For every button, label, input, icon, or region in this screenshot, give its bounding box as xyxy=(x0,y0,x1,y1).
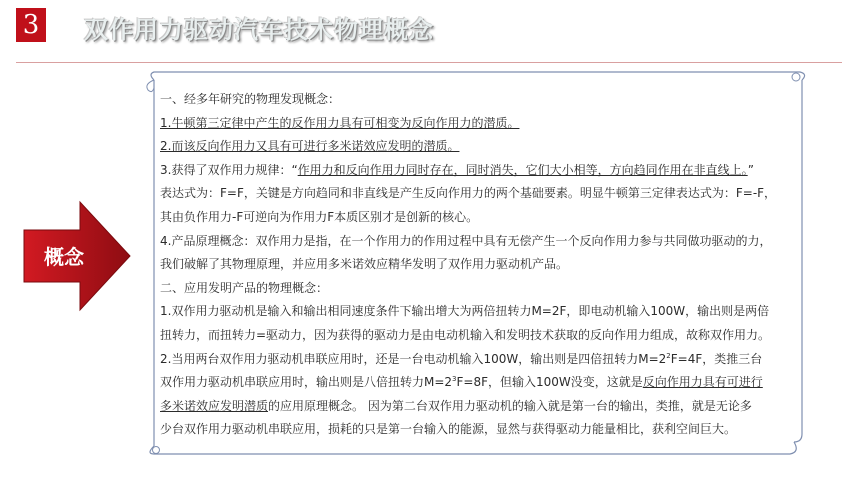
text-line: 1.双作用力驱动机是输入和输出相同速度条件下输出增大为两倍扭转力M=2F，即电动机输入100W，输出则是两倍 xyxy=(160,304,770,319)
text-line: 少台双作用力驱动机串联应用，损耗的只是第一台输入的能源，显然与获得驱动力能量相比，获利空间巨大。 xyxy=(160,422,737,437)
concept-arrow xyxy=(22,200,132,312)
text-line xyxy=(160,112,810,136)
text-line: 其由负作用力-F可逆向为作用力F本质区别才是创新的核心。 xyxy=(160,209,479,224)
text-fragment: F=8F，但输入100W没变，这就是 xyxy=(456,375,643,390)
text-line xyxy=(160,371,810,395)
text-fragment: F=4F，类推三台 xyxy=(670,351,763,366)
concept-text xyxy=(160,88,810,442)
text-fragment: 2.当用两台双作用力驱动机串联应用时，还是一台电动机输入100W，输出则是四倍扭转力M=2 xyxy=(160,351,667,366)
underlined-text: 作用力和反向作用力同时存在，同时消失，它们大小相等，方向趋同作用在非直线上。 xyxy=(297,162,748,177)
text-line xyxy=(160,159,810,183)
text-line xyxy=(160,135,810,159)
text-line: 扭转力，而扭转力=驱动力，因为获得的驱动力是由电动机输入和发明技术获取的反向作用力组成，故称双作用力。 xyxy=(160,327,771,342)
concept-arrow-label: 概念 xyxy=(44,245,84,269)
underlined-text: 反向作用力具有可进行 xyxy=(642,375,763,390)
heading-two: 二、应用发明产品的物理概念： xyxy=(160,280,329,295)
underlined-text: 1.牛顿第三定律中产生的反作用力具有可相变为反向作用力的潜质。 xyxy=(160,115,520,130)
text-fragment: 3.获得了双作用力规律：“ xyxy=(160,162,298,177)
text-fragment: ” xyxy=(747,162,754,177)
text-line: 表达式为：F=F，关键是方向趋同和非直线是产生反向作用力的两个基础要素。明显牛顿第三定律表达式为：F=-F， xyxy=(160,186,777,201)
text-line: 4.产品原理概念：双作用力是指，在一个作用力的作用过程中具有无偿产生一个反向作用力参与共同做功驱动的力， xyxy=(160,233,772,248)
text-line xyxy=(160,348,810,372)
text-fragment: 的应用原理概念。 因为第二台双作用力驱动机的输入就是第一台的输出，类推，就是无论多 xyxy=(268,398,752,413)
text-fragment: 双作用力驱动机串联应用时，输出则是八倍扭转力M=2 xyxy=(160,375,453,390)
underlined-text: 2.而该反向作用力又具有可进行多米诺效应发明的潜质。 xyxy=(160,139,460,154)
text-line xyxy=(160,395,810,419)
section-number: 3 xyxy=(16,8,46,42)
text-line: 我们破解了其物理原理，并应用多米诺效应精华发明了双作用力驱动机产品。 xyxy=(160,257,569,272)
heading-one: 一、经多年研究的物理发现概念： xyxy=(160,92,341,106)
superscript: 2 xyxy=(666,351,671,360)
superscript: 3 xyxy=(452,375,457,384)
underlined-text: 多米诺效应发明潜质 xyxy=(160,398,269,413)
page-title: 双作用力驱动汽车技术物理概念 xyxy=(84,16,434,44)
header-divider xyxy=(16,62,842,63)
